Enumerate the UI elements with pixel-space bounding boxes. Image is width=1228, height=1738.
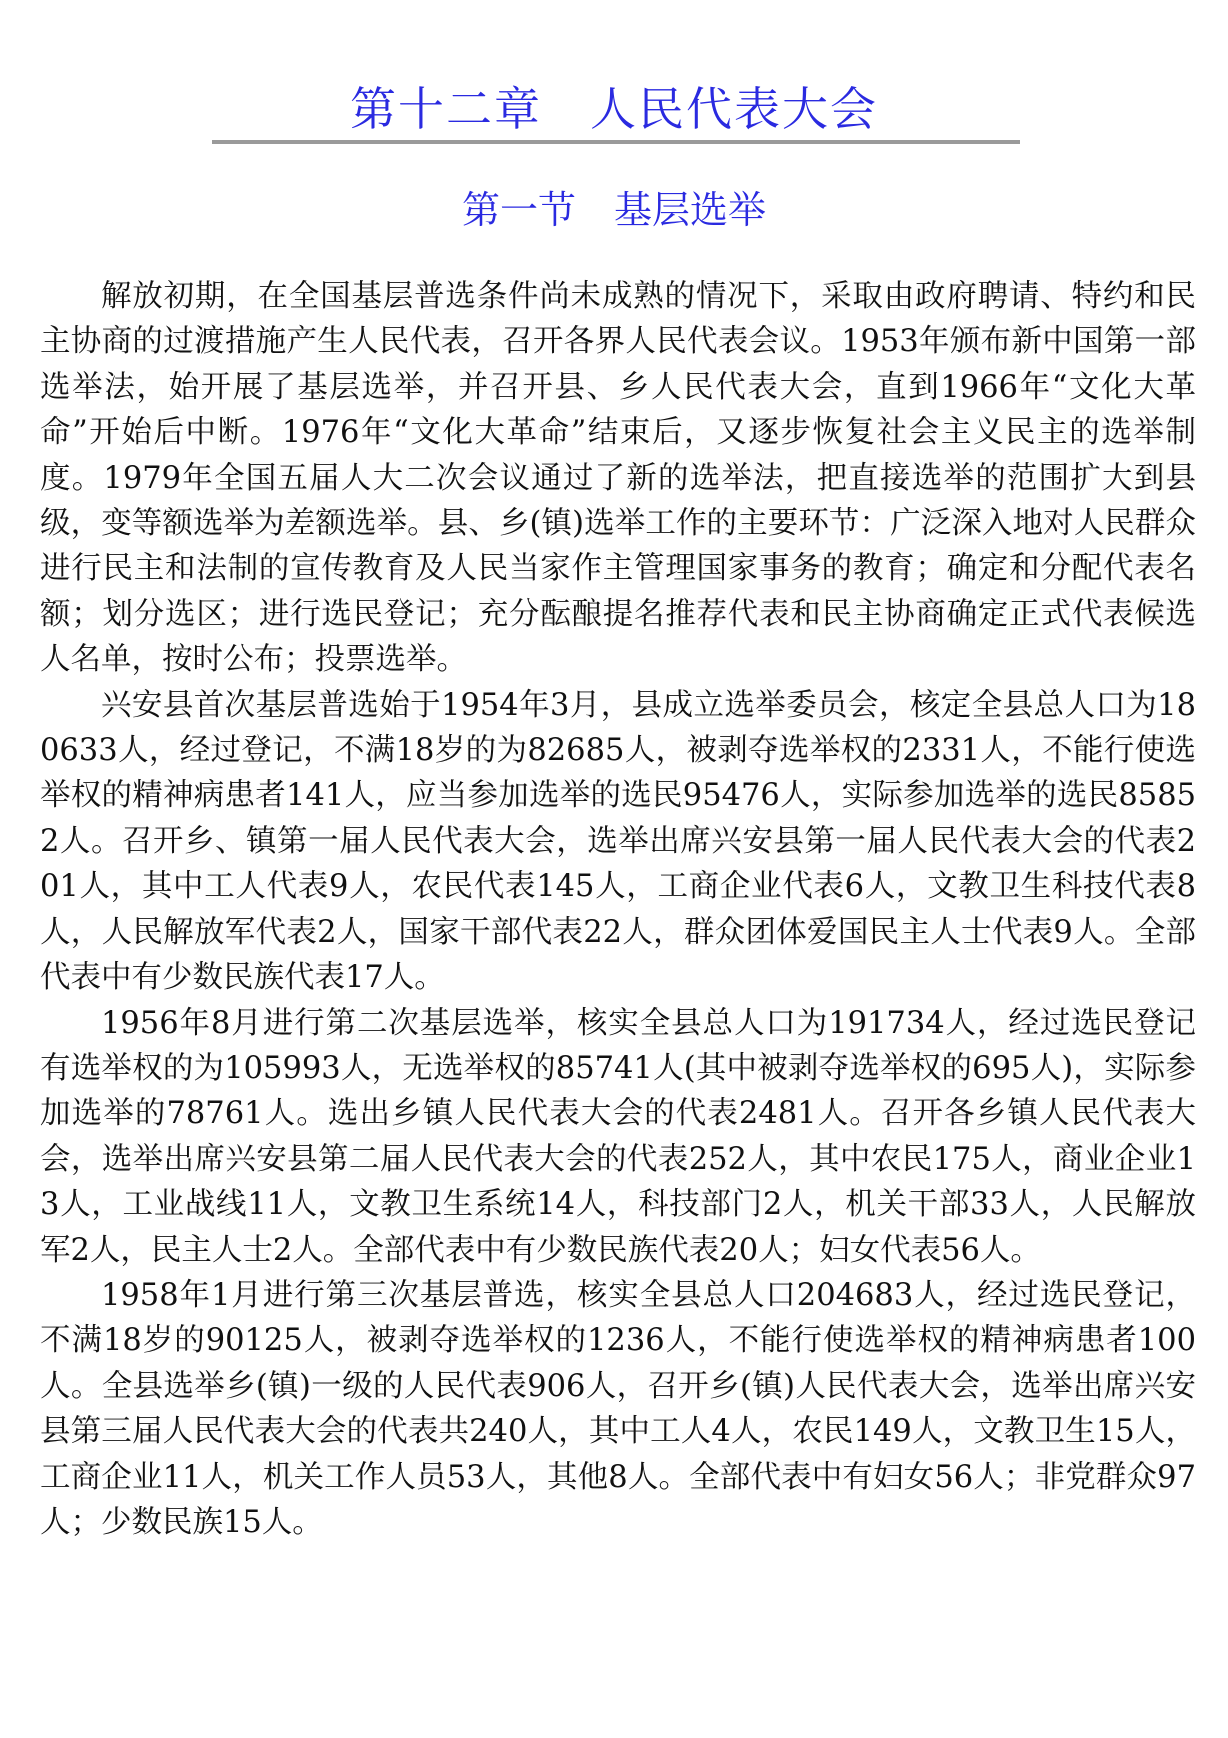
chapter-title: 第十二章 人民代表大会 <box>350 82 878 136</box>
section-title: 第一节 基层选举 <box>461 188 766 232</box>
paragraph: 1958年1月进行第三次基层普选，核实全县总人口204683人，经过选民登记，不满18岁的90125人，被剥夺选举权的1236人，不能行使选举权的精神病患者100人。全县选举乡(镇)一级的人民代表906人，召开乡(镇)人民代表大会，选举出席兴安县第三届人民代表大会的代表共240人，其中工人4人，农民149人，文教卫生15人，工商企业11人，机关工作人员53人，其他8人。全部代表中有妇女56人；非党群众97人；少数民族15人。 <box>40 1277 1196 1540</box>
paragraph: 解放初期，在全国基层普选条件尚未成熟的情况下，采取由政府聘请、特约和民主协商的过渡措施产生人民代表，召开各界人民代表会议。1953年颁布新中国第一部选举法，始开展了基层选举，并召开县、乡人民代表大会，直到1966年“文化大革命”开始后中断。1976年“文化大革命”结束后，又逐步恢复社会主义民主的选举制度。1979年全国五届人大二次会议通过了新的选举法，把直接选举的范围扩大到县级，变等额选举为差额选举。县、乡(镇)选举工作的主要环节：广泛深入地对人民群众进行民主和法制的宣传教育及人民当家作主管理国家事务的教育；确定和分配代表名额；划分选区；进行选民登记；充分酝酿提名推荐代表和民主协商确定正式代表候选人名单，按时公布；投票选举。 <box>40 279 1196 678</box>
body-text <box>40 274 1196 1545</box>
paragraph: 1956年8月进行第二次基层选举，核实全县总人口为191734人，经过选民登记有选举权的为105993人，无选举权的85741人(其中被剥夺选举权的695人)，实际参加选举的78761人。选出乡镇人民代表大会的代表2481人。召开各乡镇人民代表大会，选举出席兴安县第二届人民代表大会的代表252人，其中农民175人，商业企业13人，工业战线11人，文教卫生系统14人，科技部门2人，机关干部33人，人民解放军2人，民主人士2人。全部代表中有少数民族代表20人；妇女代表56人。 <box>40 1005 1196 1268</box>
paragraph: 兴安县首次基层普选始于1954年3月，县成立选举委员会，核定全县总人口为180633人，经过登记，不满18岁的为82685人，被剥夺选举权的2331人，不能行使选举权的精神病患者141人，应当参加选举的选民95476人，实际参加选举的选民85852人。召开乡、镇第一届人民代表大会，选举出席兴安县第一届人民代表大会的代表201人，其中工人代表9人，农民代表145人，工商企业代表6人，文教卫生科技代表8人，人民解放军代表2人，国家干部代表22人，群众团体爱国民主人士代表9人。全部代表中有少数民族代表17人。 <box>40 687 1196 996</box>
chapter-title-rule <box>212 140 1020 144</box>
